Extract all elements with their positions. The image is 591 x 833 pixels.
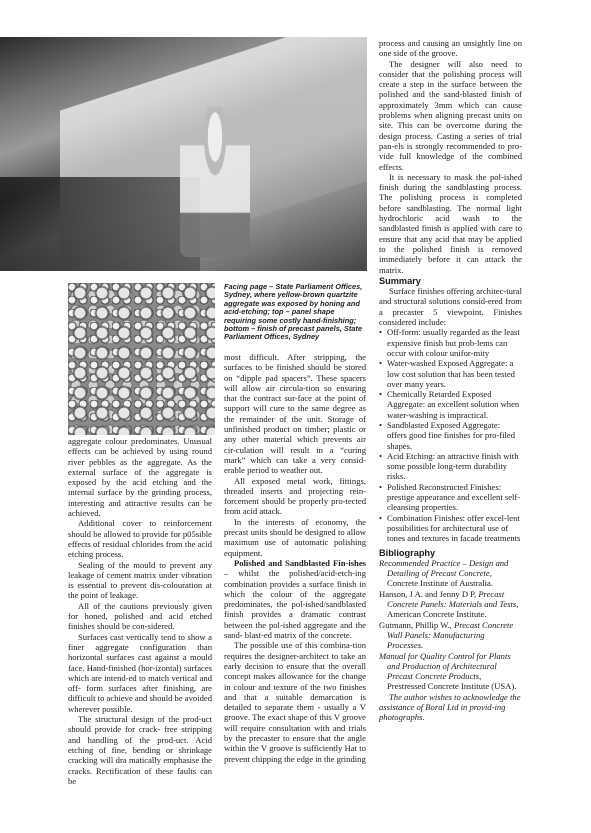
list-item: • Combination Finishes: offer excel-lent possibilities for architectural use of tones and textures in facade treatments <box>379 512 521 544</box>
bullet-icon: • <box>379 512 383 523</box>
bib-entry: Manual for Quality Control for Plants and Production of Architectural Precast Concrete Products, Prestressed Concrete Institute (USA). <box>379 650 517 692</box>
col3-paragraph: process and causing an unsightly line on one side of the groove. <box>379 38 522 59</box>
col2-paragraph: The possible use of this combina-tion requires the designer-architect to take an early decision to ensure that the overall concept makes allowance for the change in colour and texture of the two finishes and that a suitable demarcation is detailed to separate them - usually a V groove. The exact shape of this V groove will require consultation with and trials by the precaster to ensure that the angle within the V groove is sufficiently Hat to prevent chipping the edge in the grinding <box>224 640 366 764</box>
runin-text: – whilst the polished/acid-etch-ing combination provides a surface finish in which the colour of the aggregate predominates, the pol-ished/sandblasted finish provides a dramatic contrast between the pol-ished aggregate and the sand- blast-ed matrix of the concrete. <box>224 568 366 641</box>
col2-paragraph: In the interests of economy, the precast units should be designed to allow maximum use of automatic polishing equipment. <box>224 516 366 558</box>
bib-entry: Gutmann, Phillip W., Precast Concrete Wall Panels: Manufacturing Processes. <box>379 619 514 651</box>
bibliography-heading: Bibliography <box>379 547 436 558</box>
col2-paragraph-polished-sandblasted <box>224 558 366 640</box>
bullet-icon: • <box>379 389 383 400</box>
col3-paragraph: It is necessary to mask the pol-ished finish during the sandblasting process. The polishing process is completed before sandblasting. The normal light hydrochloric acid wash to the sandblasted finish is applied with care to ensure that any acid that may be applied to the polished finish is removed immediately before it can attack the matrix. <box>379 171 522 275</box>
bib-entry: Recommended Practice – Design and Detailing of Precast Concrete, Concrete Institute of Australia. <box>379 557 509 589</box>
column-3 <box>379 38 522 723</box>
summary-heading: Summary <box>379 275 421 286</box>
col1-paragraph: aggregate colour predominates. Unusual effects can be achieved by using round river pebbles as the aggregate. As the external surface of the aggregate is exposed by the acid etching and the internal surface by the grinding process, interesting and attractive results can be achieved. <box>68 436 212 519</box>
bullet-icon: • <box>379 419 383 430</box>
acknowledgement: The author wishes to acknowledge the assistance of Boral Ltd in provid-ing photographs. <box>379 691 521 723</box>
col2-paragraph: most difficult. After stripping, the surfaces to be finished should be stored on “dipple pad spacers”. These spacers will allow air circula-tion so ensuring that the contract sur-face at the point of support will cure to the same degree as the remainder of the unit. Storage of unfinished product on timber; plastic or any other material which prevents air cir-culation will result in a “curing mark” which can take a very consid-erable period to weather out. <box>224 352 366 476</box>
col3-paragraph: The designer will also need to consider that the polishing process will create a step in the surface between the polished and the sand-blasted finish of approximately 3mm which can cause problems when aligning precast units on site. This can be overcome during the design process. Casting a series of trial pan-els is strongly recommended to pro-vide full knowledge of the combined effects. <box>379 58 522 172</box>
col1-paragraph: Additional cover to reinforcement should be allowed to provide for p05sible effects of residual chlorides from the acid etching process. <box>68 518 212 560</box>
finishes-list <box>379 327 522 543</box>
col1-paragraph: Surfaces cast vertically tend to show a finer aggregate configuration than horizontal surfaces cast against a mould face. Hand-finished (hor-izontal) surfaces which are intend-ed to match vertical and off- form surfaces after finishing, are difficult to achieve and should be avoided wherever possible. <box>68 631 212 714</box>
bullet-icon: • <box>379 481 383 492</box>
summary-text: Surface finishes offering architec-tural and structural solutions consid-ered from a precaster 5 viewpoint. Finishes considered include: <box>379 286 522 328</box>
col2-paragraph: All exposed metal work, fittings, threaded inserts and projecting rein-forcement should be properly pro-tected from acid attack. <box>224 475 366 517</box>
bullet-icon: • <box>379 450 383 461</box>
column-1 <box>68 436 212 786</box>
runin-heading: Polished and Sandblasted Fin-ishes <box>234 557 366 568</box>
col1-paragraph: Sealing of the mould to prevent any leakage of cement matrix under vibration is essential to prevent dis-colouration at the point of leakage. <box>68 559 212 601</box>
bullet-icon: • <box>379 358 383 369</box>
col1-paragraph: The structural design of the prod-uct should provide for crack- free stripping and handling of the prod-uct. Acid etching of fine, bending or shrinkage cracking will dra matically emphasise the cracks. Rectification of these faults can be <box>68 714 212 786</box>
list-item: • Off-form: usually regarded as the least expensive finish but prob-lems can occur with colour unifor-mity <box>379 327 520 358</box>
col1-paragraph: All of the cautions previously given for honed, polished and acid etched finishes should be con-sidered. <box>68 600 212 632</box>
list-item: • Acid Etching: an attractive finish with some possible long-term durability risks. <box>379 450 519 482</box>
top-photo-precast-panel-worker <box>0 37 367 271</box>
worker-figure <box>180 107 250 257</box>
photo-caption: Facing page – State Parliament Offices, Sydney, where yellow-brown quartzite aggregate was exposed by honing and acid-etching; top – panel shape requiring some costly hand-finishing; bottom – finish of precast panels, State Parliament Offices, Sydney <box>224 282 363 342</box>
list-item: • Sandblasted Exposed Aggregate: offers good fine finishes for pro-filed shapes. <box>379 419 515 451</box>
bib-entry: Hanson, J A. and Jenny D P, Precast Concrete Panels: Materials and Tests, American Concrete Institute. <box>379 588 519 620</box>
bibliography-list <box>379 558 522 692</box>
bullet-icon: • <box>379 327 383 338</box>
list-item: • Water-washed Exposed Aggregate: a low cost solution that has been tested over many years. <box>379 358 515 389</box>
photo-shadow-area <box>0 177 200 271</box>
list-item: • Chemically Retarded Exposed Aggregate: an excellent solution when water-washing is impractical. <box>379 389 520 420</box>
aggregate-finish-photo <box>68 283 215 435</box>
column-2 <box>224 352 366 764</box>
list-item: • Polished Reconstructed Finishes: prestige appearance and excellent self-cleansing properties. <box>379 481 521 513</box>
